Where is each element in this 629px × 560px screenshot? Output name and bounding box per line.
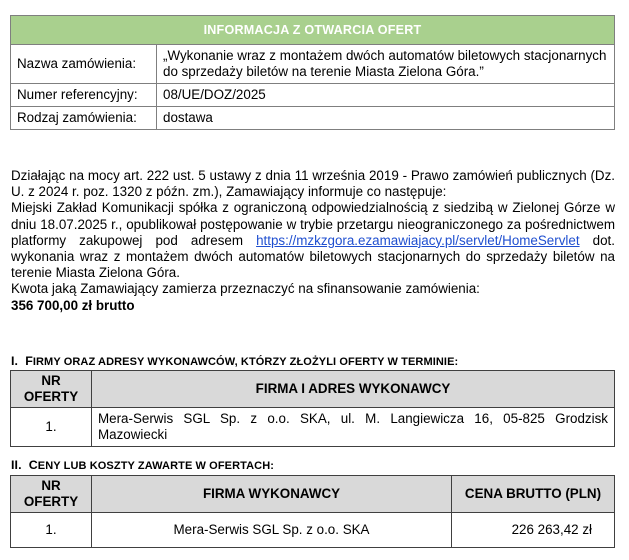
column-header-cena: CENA BRUTTO (PLN) <box>452 476 615 513</box>
column-header-firma-adres: FIRMA I ADRES WYKONAWCY <box>92 371 615 408</box>
section-1-first-letter: F <box>25 354 33 368</box>
body-text <box>11 168 615 314</box>
reference-number-label: Numer referencyjny: <box>11 84 157 107</box>
platform-link[interactable]: https://mzkzgora.ezamawiajacy.pl/servlet/HomeServlet <box>256 232 580 248</box>
publication-text-continued: dot. wykonania wraz z montażem dwóch automatów biletowych stacjonarnych do sprzedaży biletów na terenie Miasta Zielona Góra. <box>11 232 615 281</box>
bidder-name-address: Mera-Serwis SGL Sp. z o.o. SKA, ul. M. Langiewicza 16, 05-825 Grodzisk Mazowiecki <box>92 408 615 447</box>
price-bidder-name: Mera-Serwis SGL Sp. z o.o. SKA <box>92 513 452 548</box>
info-row-name <box>11 45 615 84</box>
legal-basis-paragraph: Działając na mocy art. 222 ust. 5 ustawy z dnia 11 września 2019 - Prawo zamówień publicznych (Dz. U. z 2024 r. poz. 1320 z późn. zm.), Zamawiający informuje co następuje: <box>11 168 615 200</box>
section-2-title: ENY LUB KOSZTY ZAWARTE W OFERTACH: <box>37 460 275 472</box>
publication-text: Miejski Zakład Komunikacji spółka z ograniczoną odpowiedzialnością z siedzibą w Zielonej Górze w dniu 18.07.2025 r., opublikował postępowanie w trybie przetargu nieograniczonego za pośrednictwem platformy zakupowej pod adresem <box>11 200 615 248</box>
column-header-nr: NR OFERTY <box>11 371 92 408</box>
info-table <box>10 15 615 130</box>
column-header-nr: NR OFERTY <box>11 476 92 513</box>
bid-number: 1. <box>11 408 92 447</box>
budget-paragraph <box>11 281 615 297</box>
gross-price: 226 263,42 zł <box>452 513 615 548</box>
section-1-title: IRMY ORAZ ADRESY WYKONAWCÓW, KTÓRZY ZŁOŻYLI OFERTY W TERMINIE: <box>32 356 459 368</box>
reference-number-value: 08/UE/DOZ/2025 <box>157 84 615 107</box>
info-row-ref <box>11 84 615 107</box>
bidders-table <box>10 370 615 447</box>
section-1-heading <box>11 354 458 368</box>
prices-table-header <box>11 476 615 513</box>
price-bid-number: 1. <box>11 513 92 548</box>
section-2-number: II. <box>11 458 22 472</box>
section-2-heading <box>11 458 274 472</box>
order-type-label: Rodzaj zamówienia: <box>11 107 157 130</box>
prices-table <box>10 475 615 548</box>
section-1-number: I. <box>11 354 19 368</box>
budget-amount: 356 700,00 zł brutto <box>11 297 135 313</box>
bidders-table-header <box>11 371 615 408</box>
section-2-first-letter: C <box>28 458 38 472</box>
order-type-value: dostawa <box>157 107 615 130</box>
column-header-firma: FIRMA WYKONAWCY <box>92 476 452 513</box>
table-row <box>11 513 615 548</box>
order-name-value: „Wykonanie wraz z montażem dwóch automatów biletowych stacjonarnych do sprzedaży biletów na terenie Miasta Zielona Góra.” <box>157 45 615 84</box>
info-row-type <box>11 107 615 130</box>
publication-paragraph <box>11 200 615 281</box>
table-row <box>11 408 615 447</box>
order-name-label: Nazwa zamówienia: <box>11 45 157 84</box>
info-title: INFORMACJA Z OTWARCIA OFERT <box>11 16 615 45</box>
budget-text: Kwota jaką Zamawiający zamierza przeznaczyć na sfinansowanie zamówienia: <box>11 281 480 297</box>
